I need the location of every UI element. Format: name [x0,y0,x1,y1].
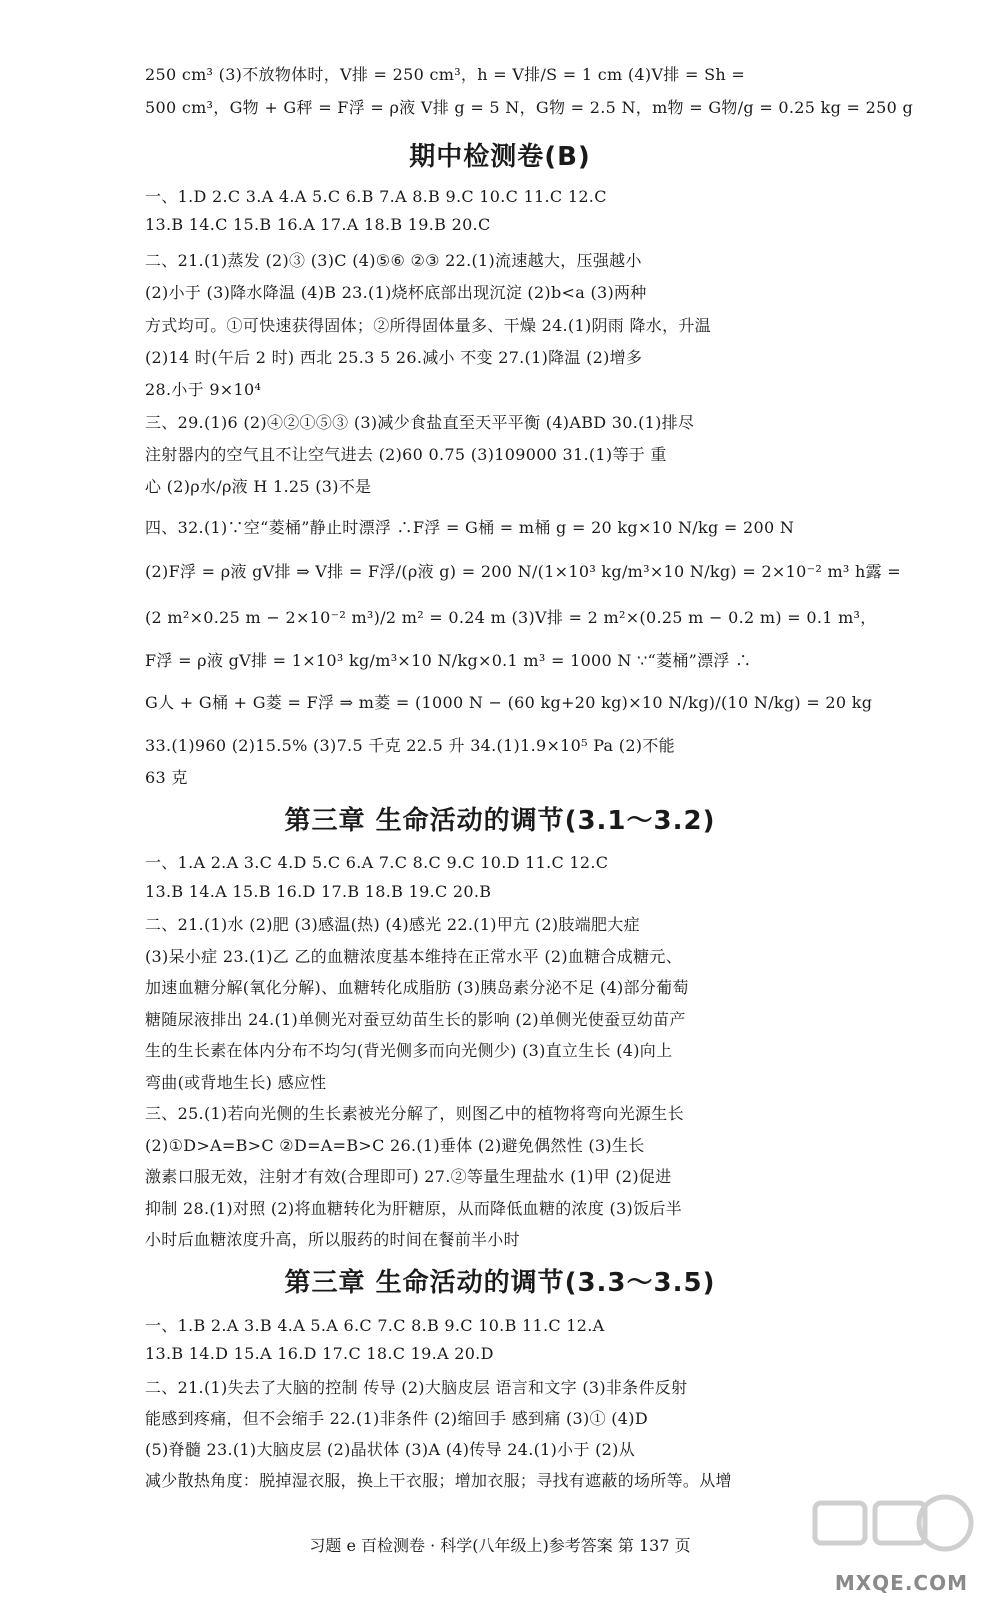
text-line: 二、21.(1)蒸发 (2)③ (3)C (4)⑤⑥ ②③ 22.(1)流速越大，压强越小 [145,251,642,270]
text-line: (2)小于 (3)降水降温 (4)B 23.(1)烧杯底部出现沉淀 (2)b<a (3)两种 [145,283,647,302]
text-line: 二、21.(1)水 (2)肥 (3)感温(热) (4)感光 22.(1)甲亢 (2)肢端肥大症 [145,915,640,934]
watermark-graphic-icon [795,1488,975,1578]
text-line: 能感到疼痛，但不会缩手 22.(1)非条件 (2)缩回手 感到痛 (3)① (4)D [145,1409,648,1428]
text-line: 28.小于 9×10⁴ [145,380,262,399]
text-line: F浮 = ρ液 gV排 = 1×10³ kg/m³×10 N/kg×0.1 m³ = 1000 N ∵“菱桶”漂浮 ∴ [145,651,752,670]
watermark-logo [795,1488,975,1578]
text-line: (3)呆小症 23.(1)乙 乙的血糖浓度基本维持在正常水平 (2)血糖合成糖元、 [145,947,682,966]
section-title: 期中检测卷(B) [409,142,591,172]
text-line: 250 cm³ (3)不放物体时，V排 = 250 cm³，h = V排/S = 1 cm (4)V排 = Sh = [145,65,746,84]
text-line: 糖随尿液排出 24.(1)单侧光对蚕豆幼苗生长的影响 (2)单侧光使蚕豆幼苗产 [145,1010,686,1029]
text-line: 13.B 14.D 15.A 16.D 17.C 18.C 19.A 20.D [145,1344,494,1363]
text-line: (2)14 时(午后 2 时) 西北 25.3 5 26.减小 不变 27.(1)降温 (2)增多 [145,348,643,367]
text-line: 一、1.A 2.A 3.C 4.D 5.C 6.A 7.C 8.C 9.C 10.D 11.C 12.C [145,853,609,872]
text-line: 小时后血糖浓度升高，所以服药的时间在餐前半小时 [145,1230,520,1249]
text-line: 生的生长素在体内分布不均匀(背光侧多而向光侧少) (3)直立生长 (4)向上 [145,1041,673,1060]
text-line: 一、1.D 2.C 3.A 4.A 5.C 6.B 7.A 8.B 9.C 10.C 11.C 12.C [145,187,607,206]
text-line: 抑制 28.(1)对照 (2)将血糖转化为肝糖原，从而降低血糖的浓度 (3)饭后半 [145,1199,682,1218]
section-title: 第三章 生命活动的调节(3.1～3.2) [284,806,716,836]
text-line: 13.B 14.C 15.B 16.A 17.A 18.B 19.B 20.C [145,215,491,234]
text-line: 33.(1)960 (2)15.5% (3)7.5 千克 22.5 升 34.(1)1.9×10⁵ Pa (2)不能 [145,736,675,755]
text-line: 500 cm³，G物 + G秤 = F浮 = ρ液 V排 g = 5 N，G物 = 2.5 N，m物 = G物/g = 0.25 kg = 250 g [145,98,914,117]
text-line: 二、21.(1)失去了大脑的控制 传导 (2)大脑皮层 语言和文字 (3)非条件反射 [145,1378,688,1397]
text-line: (2)F浮 = ρ液 gV排 ⇒ V排 = F浮/(ρ液 g) = 200 N/(1×10³ kg/m³×10 N/kg) = 2×10⁻² m³ h露 = [145,562,902,581]
watermark-text: MXQE.COM [834,1571,968,1595]
text-line: 减少散热角度：脱掉湿衣服，换上干衣服；增加衣服；寻找有遮蔽的场所等。从增 [145,1471,732,1490]
text-line: G人 + G桶 + G菱 = F浮 ⇒ m菱 = (1000 N − (60 kg+20 kg)×10 N/kg)/(10 N/kg) = 20 kg [145,693,873,712]
text-line: (2 m²×0.25 m − 2×10⁻² m³)/2 m² = 0.24 m (3)V排 = 2 m²×(0.25 m − 0.2 m) = 0.1 m³， [145,608,877,627]
text-line: 心 (2)ρ水/ρ液 H 1.25 (3)不是 [145,477,372,496]
text-line: 一、1.B 2.A 3.B 4.A 5.A 6.C 7.C 8.B 9.C 10.B 11.C 12.A [145,1316,605,1335]
text-line: 三、29.(1)6 (2)④②①⑤③ (3)减少食盐直至天平平衡 (4)ABD 30.(1)排尽 [145,413,695,432]
section-title: 第三章 生命活动的调节(3.3～3.5) [284,1268,716,1298]
text-line: 弯曲(或背地生长) 感应性 [145,1073,327,1092]
text-line: 63 克 [145,768,188,787]
text-line: (2)①D>A=B>C ②D=A=B>C 26.(1)垂体 (2)避免偶然性 (3)生长 [145,1136,645,1155]
text-line: (5)脊髓 23.(1)大脑皮层 (2)晶状体 (3)A (4)传导 24.(1)小于 (2)从 [145,1440,636,1459]
text-line: 激素口服无效，注射才有效(合理即可) 27.②等量生理盐水 (1)甲 (2)促进 [145,1167,672,1186]
text-line: 加速血糖分解(氧化分解)、血糖转化成脂肪 (3)胰岛素分泌不足 (4)部分葡萄 [145,978,689,997]
page-footer: 习题 e 百检测卷 · 科学(八年级上)参考答案 第 137 页 [309,1536,691,1555]
text-line: 注射器内的空气且不让空气进去 (2)60 0.75 (3)109000 31.(1)等于 重 [145,445,667,464]
text-line: 四、32.(1)∵空“菱桶”静止时漂浮 ∴F浮 = G桶 = m桶 g = 20 kg×10 N/kg = 200 N [145,518,795,537]
text-line: 三、25.(1)若向光侧的生长素被光分解了，则图乙中的植物将弯向光源生长 [145,1104,684,1123]
text-line: 13.B 14.A 15.B 16.D 17.B 18.B 19.C 20.B [145,882,492,901]
text-line: 方式均可。①可快速获得固体；②所得固体量多、干燥 24.(1)阴雨 降水，升温 [145,316,711,335]
